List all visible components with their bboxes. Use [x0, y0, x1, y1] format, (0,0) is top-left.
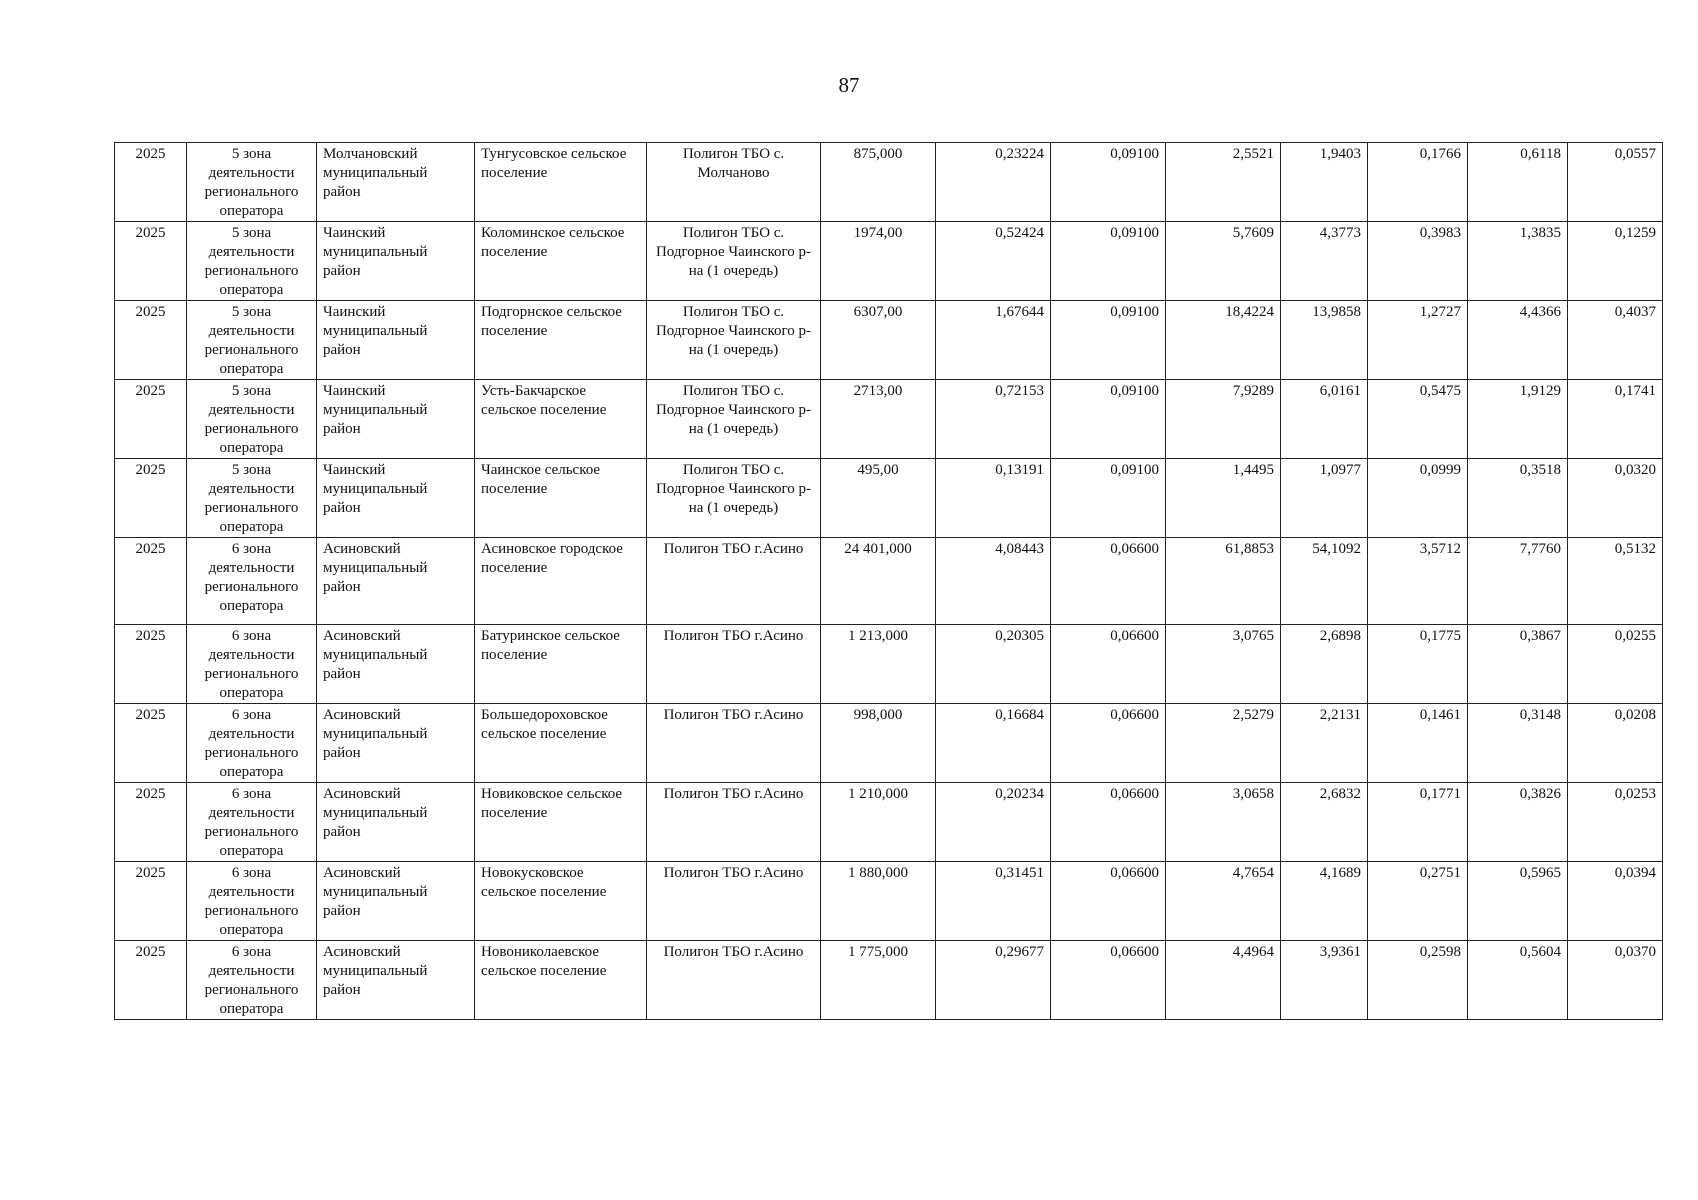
value-cell: 0,29677 — [936, 941, 1051, 1020]
district-cell: Чаинский муниципальный район — [317, 222, 475, 301]
value-cell: 0,1766 — [1368, 143, 1468, 222]
value-cell: 0,20305 — [936, 625, 1051, 704]
value-cell: 0,31451 — [936, 862, 1051, 941]
value-cell: 0,3867 — [1468, 625, 1568, 704]
landfill-cell: Полигон ТБО г.Асино — [647, 862, 821, 941]
value-cell: 0,09100 — [1051, 301, 1166, 380]
landfill-cell: Полигон ТБО с. Молчаново — [647, 143, 821, 222]
value-cell: 0,20234 — [936, 783, 1051, 862]
table-row — [115, 143, 1663, 222]
landfill-cell: Полигон ТБО г.Асино — [647, 704, 821, 783]
table-row — [115, 301, 1663, 380]
zone-cell: 5 зона деятельности регионального оператора — [187, 380, 317, 459]
landfill-cell: Полигон ТБО с. Подгорное Чаинского р-на (1 очередь) — [647, 459, 821, 538]
district-cell: Асиновский муниципальный район — [317, 941, 475, 1020]
value-cell: 0,06600 — [1051, 538, 1166, 625]
settlement-cell: Батуринское сельское поселение — [475, 625, 647, 704]
value-cell: 61,8853 — [1166, 538, 1281, 625]
value-cell: 0,3826 — [1468, 783, 1568, 862]
value-cell: 0,0208 — [1568, 704, 1663, 783]
value-cell: 0,1741 — [1568, 380, 1663, 459]
value-cell: 0,09100 — [1051, 143, 1166, 222]
value-cell: 1 880,000 — [821, 862, 936, 941]
settlement-cell: Усть-Бакчарское сельское поселение — [475, 380, 647, 459]
value-cell: 2,5279 — [1166, 704, 1281, 783]
settlement-cell: Большедороховское сельское поселение — [475, 704, 647, 783]
landfill-cell: Полигон ТБО с. Подгорное Чаинского р-на (1 очередь) — [647, 222, 821, 301]
year-cell: 2025 — [115, 538, 187, 625]
value-cell: 7,9289 — [1166, 380, 1281, 459]
year-cell: 2025 — [115, 862, 187, 941]
value-cell: 0,6118 — [1468, 143, 1568, 222]
value-cell: 0,1461 — [1368, 704, 1468, 783]
value-cell: 3,0765 — [1166, 625, 1281, 704]
value-cell: 0,1771 — [1368, 783, 1468, 862]
year-cell: 2025 — [115, 380, 187, 459]
value-cell: 6307,00 — [821, 301, 936, 380]
settlement-cell: Новониколаевское сельское поселение — [475, 941, 647, 1020]
table-row — [115, 459, 1663, 538]
value-cell: 1 775,000 — [821, 941, 936, 1020]
zone-cell: 5 зона деятельности регионального оператора — [187, 459, 317, 538]
table-row — [115, 538, 1663, 625]
value-cell: 0,4037 — [1568, 301, 1663, 380]
value-cell: 0,5132 — [1568, 538, 1663, 625]
value-cell: 875,000 — [821, 143, 936, 222]
value-cell: 1,0977 — [1281, 459, 1368, 538]
landfill-cell: Полигон ТБО г.Асино — [647, 625, 821, 704]
value-cell: 3,9361 — [1281, 941, 1368, 1020]
district-cell: Чаинский муниципальный район — [317, 301, 475, 380]
value-cell: 1 213,000 — [821, 625, 936, 704]
value-cell: 1,9129 — [1468, 380, 1568, 459]
value-cell: 0,06600 — [1051, 783, 1166, 862]
district-cell: Асиновский муниципальный район — [317, 538, 475, 625]
value-cell: 0,0999 — [1368, 459, 1468, 538]
value-cell: 0,0394 — [1568, 862, 1663, 941]
year-cell: 2025 — [115, 301, 187, 380]
value-cell: 0,23224 — [936, 143, 1051, 222]
value-cell: 0,0253 — [1568, 783, 1663, 862]
district-cell: Асиновский муниципальный район — [317, 862, 475, 941]
value-cell: 0,5475 — [1368, 380, 1468, 459]
value-cell: 0,09100 — [1051, 459, 1166, 538]
zone-cell: 6 зона деятельности регионального оператора — [187, 783, 317, 862]
data-table — [114, 142, 1663, 1020]
value-cell: 1,67644 — [936, 301, 1051, 380]
year-cell: 2025 — [115, 459, 187, 538]
zone-cell: 5 зона деятельности регионального оператора — [187, 301, 317, 380]
value-cell: 0,0370 — [1568, 941, 1663, 1020]
district-cell: Чаинский муниципальный район — [317, 380, 475, 459]
zone-cell: 6 зона деятельности регионального оператора — [187, 862, 317, 941]
district-cell: Чаинский муниципальный район — [317, 459, 475, 538]
settlement-cell: Коломинское сельское поселение — [475, 222, 647, 301]
value-cell: 2713,00 — [821, 380, 936, 459]
year-cell: 2025 — [115, 704, 187, 783]
value-cell: 0,2751 — [1368, 862, 1468, 941]
value-cell: 5,7609 — [1166, 222, 1281, 301]
value-cell: 0,06600 — [1051, 625, 1166, 704]
value-cell: 4,7654 — [1166, 862, 1281, 941]
value-cell: 1,9403 — [1281, 143, 1368, 222]
value-cell: 0,09100 — [1051, 222, 1166, 301]
settlement-cell: Асиновское городское поселение — [475, 538, 647, 625]
page-number: 87 — [838, 73, 860, 97]
landfill-cell: Полигон ТБО г.Асино — [647, 941, 821, 1020]
table-row — [115, 862, 1663, 941]
year-cell: 2025 — [115, 222, 187, 301]
value-cell: 1,3835 — [1468, 222, 1568, 301]
settlement-cell: Новокусковское сельское поселение — [475, 862, 647, 941]
value-cell: 0,2598 — [1368, 941, 1468, 1020]
landfill-cell: Полигон ТБО с. Подгорное Чаинского р-на (1 очередь) — [647, 380, 821, 459]
table-row — [115, 941, 1663, 1020]
value-cell: 1,2727 — [1368, 301, 1468, 380]
zone-cell: 5 зона деятельности регионального оператора — [187, 222, 317, 301]
value-cell: 0,3983 — [1368, 222, 1468, 301]
year-cell: 2025 — [115, 143, 187, 222]
zone-cell: 6 зона деятельности регионального оператора — [187, 625, 317, 704]
value-cell: 0,0320 — [1568, 459, 1663, 538]
table-row — [115, 222, 1663, 301]
value-cell: 0,0255 — [1568, 625, 1663, 704]
value-cell: 0,5965 — [1468, 862, 1568, 941]
value-cell: 4,3773 — [1281, 222, 1368, 301]
district-cell: Асиновский муниципальный район — [317, 625, 475, 704]
value-cell: 4,4964 — [1166, 941, 1281, 1020]
value-cell: 6,0161 — [1281, 380, 1368, 459]
value-cell: 1,4495 — [1166, 459, 1281, 538]
value-cell: 1 210,000 — [821, 783, 936, 862]
year-cell: 2025 — [115, 783, 187, 862]
value-cell: 0,06600 — [1051, 941, 1166, 1020]
zone-cell: 5 зона деятельности регионального оператора — [187, 143, 317, 222]
table-row — [115, 783, 1663, 862]
value-cell: 0,0557 — [1568, 143, 1663, 222]
table-row — [115, 380, 1663, 459]
district-cell: Молчановский муниципальный район — [317, 143, 475, 222]
year-cell: 2025 — [115, 625, 187, 704]
value-cell: 0,3518 — [1468, 459, 1568, 538]
settlement-cell: Новиковское сельское поселение — [475, 783, 647, 862]
district-cell: Асиновский муниципальный район — [317, 704, 475, 783]
value-cell: 0,1775 — [1368, 625, 1468, 704]
settlement-cell: Тунгусовское сельское поселение — [475, 143, 647, 222]
value-cell: 4,1689 — [1281, 862, 1368, 941]
value-cell: 3,5712 — [1368, 538, 1468, 625]
value-cell: 0,52424 — [936, 222, 1051, 301]
table-row — [115, 625, 1663, 704]
value-cell: 0,72153 — [936, 380, 1051, 459]
value-cell: 18,4224 — [1166, 301, 1281, 380]
year-cell: 2025 — [115, 941, 187, 1020]
value-cell: 2,2131 — [1281, 704, 1368, 783]
value-cell: 24 401,000 — [821, 538, 936, 625]
value-cell: 0,16684 — [936, 704, 1051, 783]
value-cell: 998,000 — [821, 704, 936, 783]
value-cell: 4,4366 — [1468, 301, 1568, 380]
landfill-cell: Полигон ТБО г.Асино — [647, 538, 821, 625]
value-cell: 0,06600 — [1051, 704, 1166, 783]
value-cell: 0,5604 — [1468, 941, 1568, 1020]
value-cell: 2,6832 — [1281, 783, 1368, 862]
landfill-cell: Полигон ТБО г.Асино — [647, 783, 821, 862]
zone-cell: 6 зона деятельности регионального оператора — [187, 941, 317, 1020]
value-cell: 2,5521 — [1166, 143, 1281, 222]
zone-cell: 6 зона деятельности регионального оператора — [187, 704, 317, 783]
value-cell: 495,00 — [821, 459, 936, 538]
value-cell: 1974,00 — [821, 222, 936, 301]
value-cell: 3,0658 — [1166, 783, 1281, 862]
value-cell: 0,06600 — [1051, 862, 1166, 941]
value-cell: 0,1259 — [1568, 222, 1663, 301]
value-cell: 0,3148 — [1468, 704, 1568, 783]
zone-cell: 6 зона деятельности регионального оператора — [187, 538, 317, 625]
value-cell: 0,13191 — [936, 459, 1051, 538]
value-cell: 54,1092 — [1281, 538, 1368, 625]
value-cell: 0,09100 — [1051, 380, 1166, 459]
district-cell: Асиновский муниципальный район — [317, 783, 475, 862]
value-cell: 2,6898 — [1281, 625, 1368, 704]
value-cell: 13,9858 — [1281, 301, 1368, 380]
value-cell: 4,08443 — [936, 538, 1051, 625]
landfill-cell: Полигон ТБО с. Подгорное Чаинского р-на (1 очередь) — [647, 301, 821, 380]
value-cell: 7,7760 — [1468, 538, 1568, 625]
settlement-cell: Чаинское сельское поселение — [475, 459, 647, 538]
table-row — [115, 704, 1663, 783]
settlement-cell: Подгорнское сельское поселение — [475, 301, 647, 380]
